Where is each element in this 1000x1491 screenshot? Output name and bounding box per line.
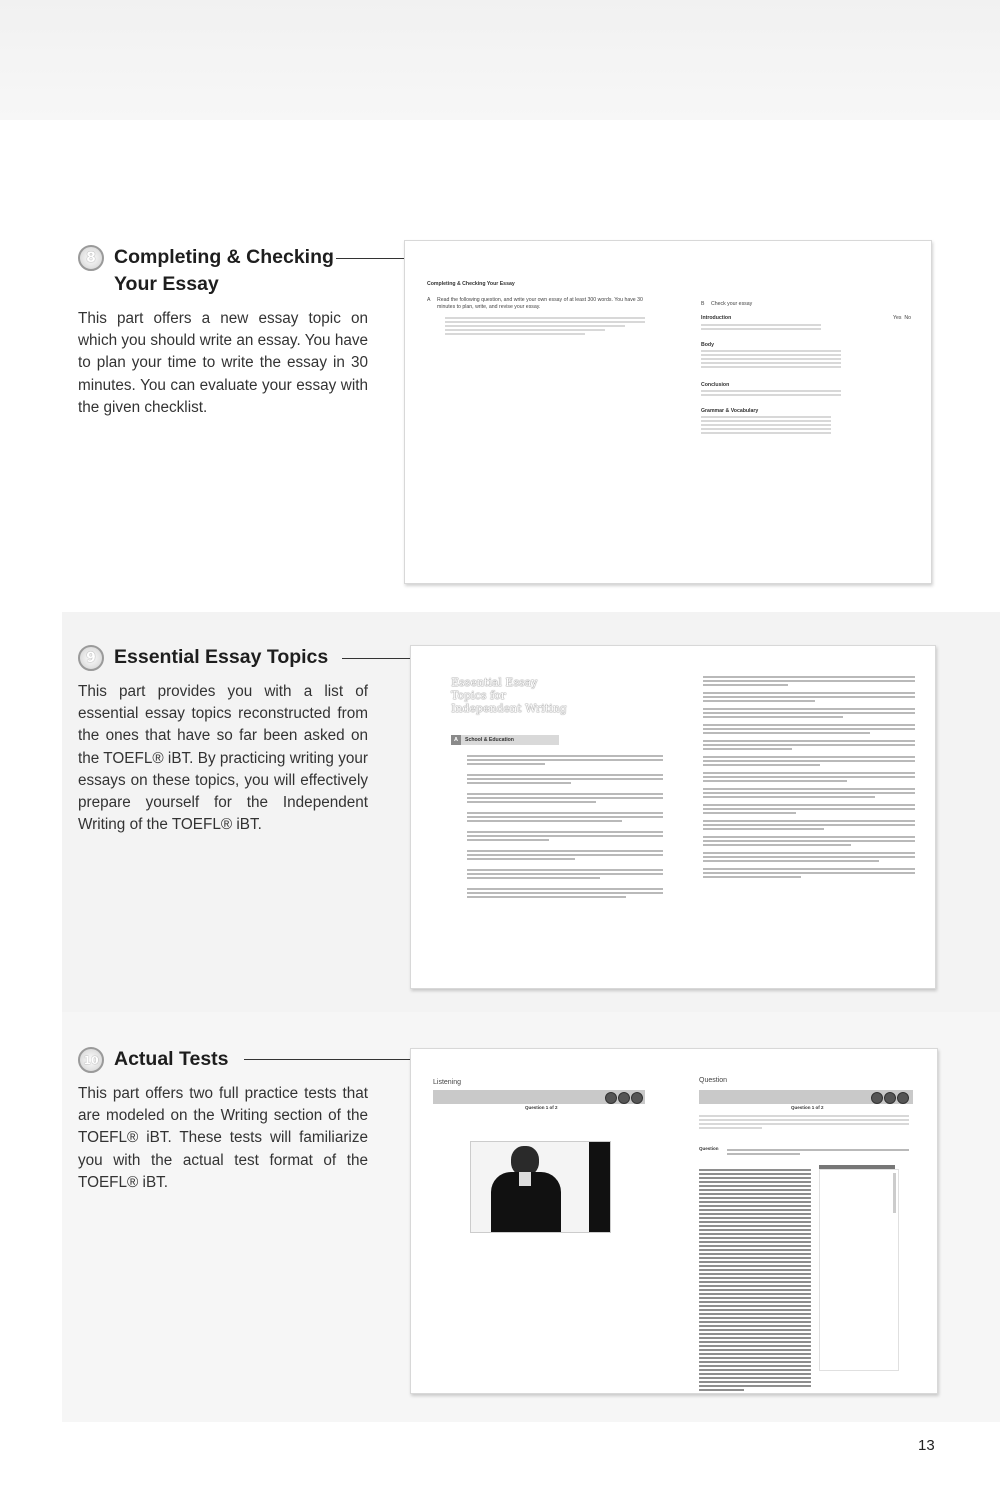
item-letter: A: [427, 297, 431, 303]
thumbnail-item-b: [701, 301, 911, 308]
placeholder-line: [699, 1217, 811, 1219]
placeholder-paragraph: [703, 756, 915, 766]
placeholder-paragraph: [703, 708, 915, 718]
thumbnail-chapter-title: Essential Essay Topics for Independent Writing: [451, 676, 567, 715]
section-description: This part offers a new essay topic on which you should write an essay. You have to plan your time to write the essay in 30 minutes. You can evaluate your essay with the given checklist.: [78, 310, 368, 416]
item-text: Check your essay: [711, 301, 753, 307]
placeholder-line: [467, 812, 663, 814]
toolbar-button-icon: [884, 1092, 896, 1104]
section-number-badge: 8: [78, 245, 104, 271]
placeholder-line: [699, 1369, 811, 1371]
placeholder-line: [699, 1273, 811, 1275]
placeholder-paragraph: [703, 852, 915, 862]
directions-lines: [699, 1113, 909, 1131]
placeholder-line: [699, 1389, 744, 1391]
placeholder-line: [703, 868, 915, 870]
topic-lines-left: [467, 755, 663, 898]
photo-dark-edge: [589, 1142, 610, 1232]
placeholder-line: [703, 860, 879, 862]
placeholder-line: [699, 1293, 811, 1295]
placeholder-line: [699, 1173, 811, 1175]
placeholder-line: [703, 836, 915, 838]
section-number-badge: 10: [78, 1047, 104, 1073]
placeholder-line: [467, 873, 663, 875]
leader-line: [342, 658, 416, 659]
placeholder-line: [699, 1249, 811, 1251]
checklist-conclusion: Conclusion: [701, 382, 730, 388]
placeholder-line: [699, 1353, 811, 1355]
placeholder-line: [467, 888, 663, 890]
placeholder-line: [467, 850, 663, 852]
placeholder-line: [699, 1333, 811, 1335]
placeholder-paragraph: [703, 788, 915, 798]
placeholder-line: [699, 1237, 811, 1239]
top-gray-band: [0, 0, 1000, 120]
placeholder-paragraph: [467, 850, 663, 860]
placeholder-line: [699, 1257, 811, 1259]
leader-line: [336, 258, 414, 259]
placeholder-line: [467, 854, 663, 856]
placeholder-line: [703, 760, 915, 762]
placeholder-line: [699, 1285, 811, 1287]
placeholder-line: [699, 1245, 811, 1247]
checklist-introduction: Introduction: [701, 315, 732, 321]
placeholder-line: [703, 700, 815, 702]
thumbnail-left-page: [433, 1049, 673, 1393]
placeholder-line: [467, 759, 663, 761]
placeholder-line: [703, 680, 915, 682]
placeholder-line: [699, 1221, 811, 1223]
placeholder-paragraph: [703, 692, 915, 702]
placeholder-line: [467, 892, 663, 894]
placeholder-line: [703, 824, 915, 826]
checklist-yes-no: Yes No: [893, 315, 911, 321]
placeholder-line: [699, 1281, 811, 1283]
placeholder-line: [699, 1253, 811, 1255]
placeholder-line: [699, 1373, 811, 1375]
toolbar-button-icon: [605, 1092, 617, 1104]
toolbar-button-icon: [631, 1092, 643, 1104]
placeholder-line: [703, 876, 801, 878]
placeholder-paragraph: [703, 676, 915, 686]
placeholder-line: [699, 1361, 811, 1363]
leader-line: [244, 1059, 418, 1060]
placeholder-line: [699, 1241, 811, 1243]
placeholder-line: [699, 1381, 811, 1383]
placeholder-line: [467, 763, 545, 765]
placeholder-line: [703, 732, 870, 734]
placeholder-paragraph: [467, 793, 663, 803]
placeholder-line: [699, 1337, 811, 1339]
placeholder-line: [703, 792, 915, 794]
placeholder-line: [703, 872, 915, 874]
placeholder-line: [699, 1233, 811, 1235]
checklist-header: [701, 315, 911, 322]
placeholder-line: [703, 772, 915, 774]
section-description: This part provides you with a list of essential essay topics reconstructed from the ones that have so far been asked on the TOEFL® iBT. By practicing writing your essays on these topics, you will effectively prepare yourself for the Independent Writing of the TOEFL® iBT.: [78, 683, 368, 834]
placeholder-line: [703, 740, 915, 742]
placeholder-line: [699, 1213, 811, 1215]
placeholder-paragraph: [703, 740, 915, 750]
placeholder-line: [703, 692, 915, 694]
section-description: This part offers two full practice tests that are modeled on the Writing section of the TOEFL® iBT. These tests will familiarize you with the actual test format of the TOEFL® iBT.: [78, 1085, 368, 1191]
placeholder-line: [703, 780, 847, 782]
thumbnail-essential-topics: [410, 645, 936, 989]
placeholder-line: [703, 676, 915, 678]
category-bar: [451, 735, 559, 745]
placeholder-line: [703, 776, 915, 778]
placeholder-line: [703, 716, 843, 718]
placeholder-paragraph: [703, 804, 915, 814]
placeholder-line: [467, 801, 596, 803]
thumbnail-left-page: [451, 676, 671, 988]
placeholder-paragraph: [703, 724, 915, 734]
placeholder-line: [703, 808, 915, 810]
thumbnail-page-title: Completing & Checking Your Essay: [427, 281, 515, 287]
question-word: Question: [699, 1146, 719, 1151]
placeholder-line: [699, 1349, 811, 1351]
placeholder-line: [467, 835, 663, 837]
placeholder-line: [467, 858, 575, 860]
placeholder-line: [467, 782, 571, 784]
placeholder-line: [699, 1225, 811, 1227]
placeholder-line: [467, 831, 663, 833]
page-number: 13: [918, 1437, 935, 1454]
placeholder-line: [699, 1193, 811, 1195]
toolbar-button-icon: [897, 1092, 909, 1104]
placeholder-line: [703, 812, 796, 814]
placeholder-line: [467, 755, 663, 757]
item-letter: B: [701, 301, 705, 307]
placeholder-line: [699, 1321, 811, 1323]
placeholder-line: [699, 1357, 811, 1359]
placeholder-line: [703, 712, 915, 714]
placeholder-line: [467, 869, 663, 871]
placeholder-line: [699, 1169, 811, 1171]
placeholder-line: [703, 788, 915, 790]
placeholder-line: [467, 793, 663, 795]
section-essential-topics: [78, 644, 368, 836]
placeholder-line: [699, 1317, 811, 1319]
question-lines: [727, 1147, 909, 1157]
placeholder-paragraph: [699, 1169, 811, 1391]
section-title: Completing & Checking: [114, 246, 334, 268]
checklist-body: Body: [701, 342, 714, 348]
placeholder-line: [703, 840, 915, 842]
placeholder-line: [699, 1297, 811, 1299]
placeholder-line: [699, 1385, 811, 1387]
placeholder-line: [467, 896, 626, 898]
listening-label: Listening: [433, 1079, 462, 1086]
placeholder-line: [467, 877, 600, 879]
checklist-grammar: Grammar & Vocabulary: [701, 408, 759, 414]
section-title: Actual Tests: [114, 1048, 229, 1070]
placeholder-line: [699, 1181, 811, 1183]
thumbnail-right-page: [701, 301, 911, 583]
thumbnail-item-a: [427, 297, 667, 311]
section-completing-checking: [78, 244, 368, 419]
placeholder-line: [699, 1209, 811, 1211]
placeholder-paragraph: [703, 836, 915, 846]
placeholder-line: [699, 1301, 811, 1303]
question-counter: Question 1 of 2: [791, 1105, 824, 1110]
placeholder-line: [699, 1189, 811, 1191]
thumbnail-actual-tests: [410, 1048, 938, 1394]
placeholder-line: [703, 828, 824, 830]
section-title-line2: Your Essay: [114, 273, 219, 295]
placeholder-paragraph: [467, 812, 663, 822]
placeholder-line: [467, 839, 549, 841]
placeholder-line: [699, 1341, 811, 1343]
toolbar-button-icon: [618, 1092, 630, 1104]
topic-lines-right: [703, 676, 915, 878]
response-text-box: [819, 1169, 899, 1371]
placeholder-line: [699, 1309, 811, 1311]
response-scrollbar: [893, 1173, 896, 1213]
placeholder-line: [699, 1201, 811, 1203]
lecture-photo: [470, 1141, 611, 1233]
placeholder-line: [699, 1229, 811, 1231]
placeholder-line: [699, 1365, 811, 1367]
thumbnail-completing-checking: [404, 240, 932, 584]
item-text: Read the following question, and write your own essay of at least 300 words. You have 30 minutes to plan, write, and revise your essay.: [437, 297, 643, 310]
placeholder-paragraph: [467, 888, 663, 898]
placeholder-paragraph: [467, 774, 663, 784]
person-collar: [519, 1172, 531, 1186]
category-label: School & Education: [464, 737, 514, 743]
placeholder-line: [703, 820, 915, 822]
placeholder-line: [703, 724, 915, 726]
placeholder-paragraph: [703, 820, 915, 830]
placeholder-line: [703, 764, 820, 766]
placeholder-line: [699, 1313, 811, 1315]
placeholder-paragraph: [467, 831, 663, 841]
thumbnail-right-page: [703, 674, 915, 988]
placeholder-line: [703, 744, 915, 746]
placeholder-line: [467, 820, 622, 822]
question-label: Question: [699, 1077, 728, 1084]
placeholder-line: [699, 1265, 811, 1267]
placeholder-paragraph: [703, 772, 915, 782]
placeholder-line: [699, 1325, 811, 1327]
reading-passage-lines: [699, 1167, 811, 1393]
placeholder-line: [699, 1345, 811, 1347]
placeholder-line: [699, 1197, 811, 1199]
placeholder-line: [699, 1177, 811, 1179]
placeholder-line: [699, 1277, 811, 1279]
section-actual-tests: [78, 1046, 368, 1194]
placeholder-line: [699, 1289, 811, 1291]
placeholder-paragraph: [703, 868, 915, 878]
placeholder-line: [703, 708, 915, 710]
section-number-badge: 9: [78, 645, 104, 671]
thumbnail-right-page: [699, 1049, 913, 1393]
question-counter: Question 1 of 2: [525, 1105, 558, 1110]
placeholder-line: [699, 1377, 811, 1379]
placeholder-line: [699, 1261, 811, 1263]
placeholder-line: [467, 774, 663, 776]
category-badge: A: [451, 735, 461, 745]
placeholder-line: [703, 856, 915, 858]
placeholder-line: [703, 684, 788, 686]
placeholder-line: [703, 748, 792, 750]
placeholder-line: [703, 728, 915, 730]
placeholder-line: [467, 778, 663, 780]
placeholder-line: [703, 852, 915, 854]
placeholder-line: [699, 1329, 811, 1331]
placeholder-paragraph: [467, 869, 663, 879]
placeholder-line: [703, 804, 915, 806]
placeholder-line: [699, 1185, 811, 1187]
placeholder-line: [703, 796, 875, 798]
placeholder-line: [703, 844, 851, 846]
placeholder-line: [699, 1205, 811, 1207]
placeholder-line: [467, 816, 663, 818]
placeholder-line: [703, 756, 915, 758]
placeholder-paragraph: [467, 755, 663, 765]
placeholder-line: [699, 1305, 811, 1307]
section-title: Essential Essay Topics: [114, 646, 329, 668]
toolbar-button-icon: [871, 1092, 883, 1104]
question-box-lines: [445, 317, 645, 335]
placeholder-line: [467, 797, 663, 799]
section-heading: [78, 644, 368, 671]
placeholder-line: [703, 696, 915, 698]
section-heading: [78, 244, 368, 298]
placeholder-line: [699, 1269, 811, 1271]
thumbnail-left-page: [427, 281, 667, 583]
